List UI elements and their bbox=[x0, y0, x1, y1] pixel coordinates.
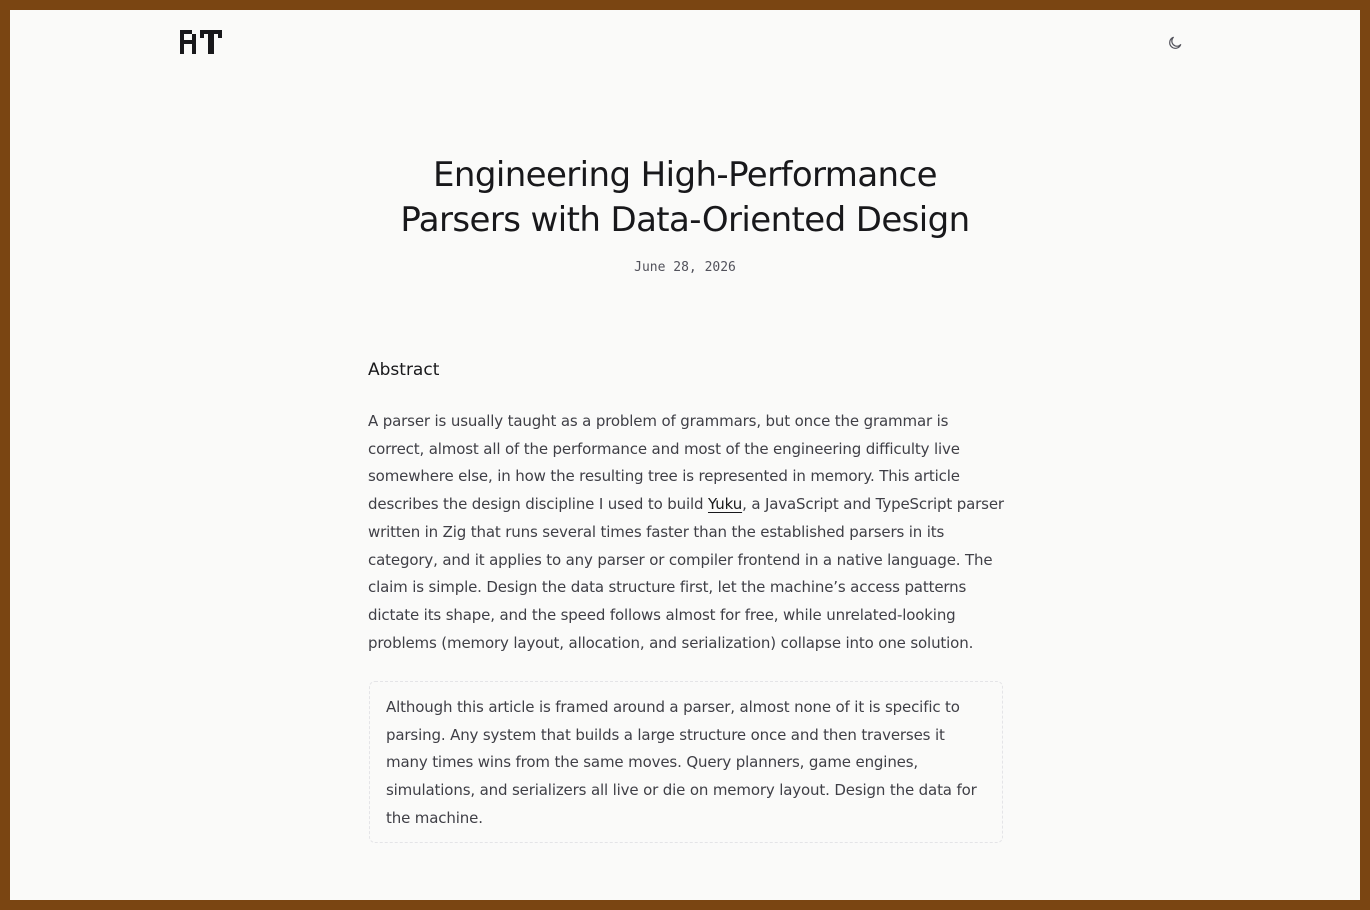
article-title bbox=[10, 153, 1360, 243]
yuku-link[interactable]: Yuku bbox=[707, 495, 743, 514]
pixel-logo-icon bbox=[180, 30, 222, 54]
page bbox=[10, 10, 1360, 900]
theme-toggle-button[interactable] bbox=[1164, 32, 1186, 54]
abstract-text: , a JavaScript and TypeScript parser written in Zig that runs several times faster than the established parsers in its category, and it applies to any parser or compiler frontend in a native language. The claim is simple. Design the data structure first, let the machine’s access patterns dictate its shape, and the speed follows almost for free, while unrelated-looking problems (memory layout, allocation, and serialization) collapse into one solution. bbox=[368, 495, 1004, 652]
site-logo[interactable] bbox=[180, 30, 222, 54]
callout-note: Although this article is framed around a parser, almost none of it is specific to parsing. Any system that builds a large structure once and then traverses it many times wins from the same moves. Query planners, game engines, simulations, and serializers all live or die on memory layout. Design the data for the machine. bbox=[369, 681, 1003, 843]
article-title-line: Parsers with Data-Oriented Design bbox=[400, 200, 970, 240]
abstract-text: A parser is usually taught as a problem of grammars, but once the grammar is correct, almost all of the performance and most of the engineering difficulty live somewhere else, in how the resulting tree is represented in memory. This article describes the design discipline I used to build bbox=[368, 412, 960, 514]
moon-icon bbox=[1167, 35, 1183, 51]
article-date: June 28, 2026 bbox=[634, 260, 736, 275]
abstract-heading: Abstract bbox=[368, 360, 440, 380]
abstract-paragraph bbox=[368, 408, 1008, 657]
article-title-line: Engineering High-Performance bbox=[433, 155, 937, 195]
